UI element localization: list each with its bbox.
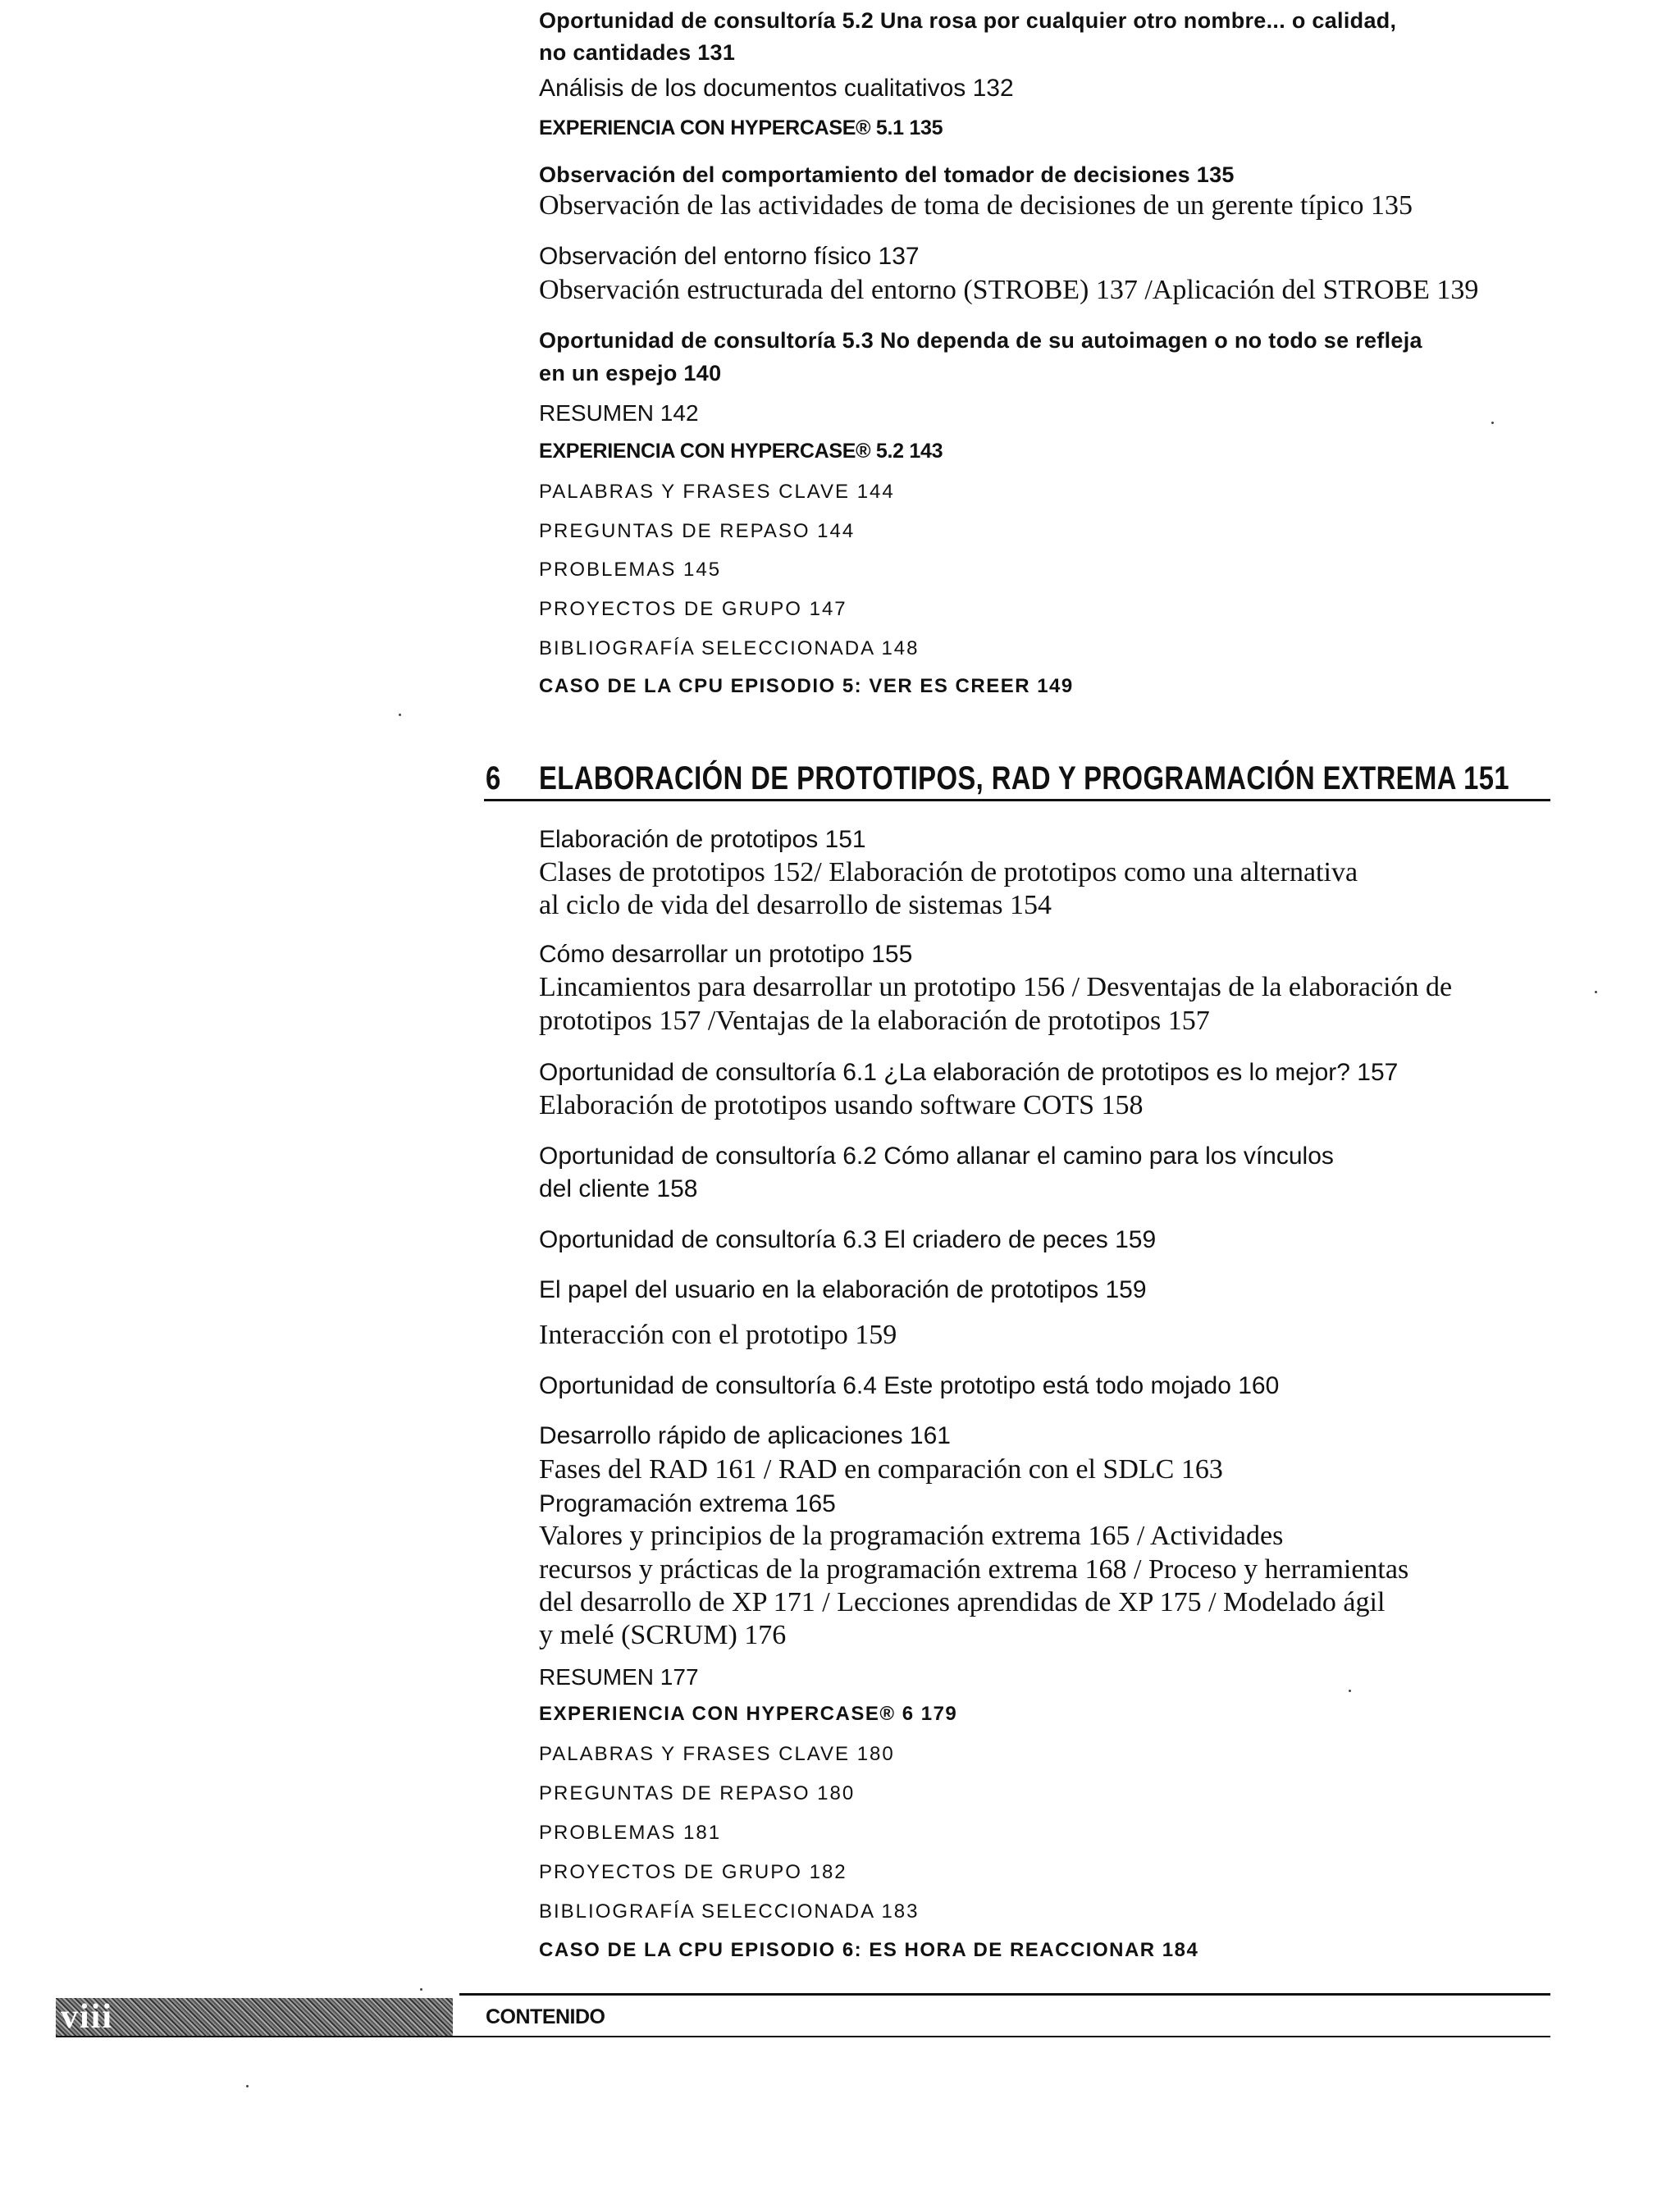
- toc-entry: Oportunidad de consultoría 6.2 Cómo allanar el camino para los vínculos: [539, 1143, 1334, 1170]
- toc-entry: EXPERIENCIA CON HYPERCASE® 5.2 143: [539, 440, 943, 463]
- toc-entry: y melé (SCRUM) 176: [539, 1620, 787, 1650]
- scan-speck: [420, 1988, 422, 1991]
- toc-entry: Programación extrema 165: [539, 1490, 836, 1517]
- toc-entry: Clases de prototipos 152/ Elaboración de prototipos como una alternativa: [539, 857, 1358, 887]
- toc-entry: PROYECTOS DE GRUPO 182: [539, 1861, 847, 1883]
- page-number: viii: [61, 1998, 114, 2036]
- scan-speck: [246, 2085, 249, 2087]
- footer-rule-top: [459, 1993, 1550, 1996]
- toc-entry: El papel del usuario en la elaboración de prototipos 159: [539, 1276, 1147, 1303]
- toc-entry: del desarrollo de XP 171 / Lecciones aprendidas de XP 175 / Modelado ágil: [539, 1587, 1386, 1617]
- toc-entry: del cliente 158: [539, 1175, 698, 1202]
- toc-entry: Desarrollo rápido de aplicaciones 161: [539, 1422, 951, 1449]
- toc-entry: Análisis de los documentos cualitativos 132: [539, 75, 1014, 102]
- toc-entry: PALABRAS Y FRASES CLAVE 180: [539, 1743, 895, 1765]
- toc-entry: Oportunidad de consultoría 5.3 No dependa de su autoimagen o no todo se refleja: [539, 328, 1422, 353]
- toc-entry: prototipos 157 /Ventajas de la elaboración de prototipos 157: [539, 1006, 1210, 1036]
- toc-entry: PREGUNTAS DE REPASO 144: [539, 520, 856, 542]
- toc-entry: recursos y prácticas de la programación extrema 168 / Proceso y herramientas: [539, 1554, 1409, 1585]
- toc-entry: Valores y principios de la programación extrema 165 / Actividades: [539, 1521, 1284, 1551]
- toc-entry: PREGUNTAS DE REPASO 180: [539, 1782, 856, 1804]
- toc-entry: Observación estructurada del entorno (STROBE) 137 /Aplicación del STROBE 139: [539, 275, 1479, 305]
- toc-entry: EXPERIENCIA CON HYPERCASE® 5.1 135: [539, 116, 943, 139]
- toc-entry: no cantidades 131: [539, 40, 736, 65]
- toc-entry: Observación del entorno físico 137: [539, 243, 920, 270]
- toc-entry: Interacción con el prototipo 159: [539, 1320, 897, 1350]
- toc-entry: BIBLIOGRAFÍA SELECCIONADA 183: [539, 1900, 920, 1923]
- toc-entry: RESUMEN 142: [539, 400, 699, 426]
- scan-speck: [1349, 1690, 1351, 1692]
- toc-entry: PALABRAS Y FRASES CLAVE 144: [539, 481, 895, 503]
- toc-entry: Oportunidad de consultoría 6.4 Este prototipo está todo mojado 160: [539, 1372, 1280, 1399]
- toc-entry: BIBLIOGRAFÍA SELECCIONADA 148: [539, 637, 920, 659]
- scan-speck: [1595, 991, 1597, 993]
- toc-entry: Observación de las actividades de toma de decisiones de un gerente típico 135: [539, 190, 1413, 221]
- footer-section-label: CONTENIDO: [486, 2005, 605, 2028]
- toc-entry: Oportunidad de consultoría 6.3 El criadero de peces 159: [539, 1226, 1157, 1253]
- footer-rule-bottom: [56, 2036, 1550, 2037]
- toc-entry: en un espejo 140: [539, 361, 722, 385]
- chapter-rule: [484, 799, 1550, 801]
- toc-entry: PROBLEMAS 145: [539, 559, 722, 581]
- toc-entry: CASO DE LA CPU EPISODIO 6: ES HORA DE REACCIONAR 184: [539, 1939, 1199, 1961]
- chapter-title: ELABORACIÓN DE PROTOTIPOS, RAD Y PROGRAMACIÓN EXTREMA 151: [539, 760, 1510, 796]
- toc-entry: PROYECTOS DE GRUPO 147: [539, 598, 847, 620]
- toc-entry: EXPERIENCIA CON HYPERCASE® 6 179: [539, 1703, 958, 1725]
- page-number-box: [56, 1998, 453, 2036]
- chapter-number: 6: [486, 760, 501, 796]
- toc-entry: Elaboración de prototipos 151: [539, 826, 866, 853]
- toc-entry: al ciclo de vida del desarrollo de sistemas 154: [539, 890, 1052, 920]
- toc-entry: CASO DE LA CPU EPISODIO 5: VER ES CREER 149: [539, 675, 1074, 697]
- toc-entry: Elaboración de prototipos usando software COTS 158: [539, 1090, 1144, 1120]
- toc-entry: PROBLEMAS 181: [539, 1822, 722, 1844]
- toc-entry: Lincamientos para desarrollar un prototipo 156 / Desventajas de la elaboración de: [539, 972, 1453, 1002]
- toc-entry: Cómo desarrollar un prototipo 155: [539, 941, 913, 968]
- toc-entry: Observación del comportamiento del tomador de decisiones 135: [539, 162, 1235, 187]
- toc-entry: Fases del RAD 161 / RAD en comparación con el SDLC 163: [539, 1454, 1223, 1485]
- scan-speck: [399, 714, 401, 716]
- toc-entry: Oportunidad de consultoría 5.2 Una rosa por cualquier otro nombre... o calidad,: [539, 8, 1397, 33]
- toc-entry: RESUMEN 177: [539, 1664, 699, 1690]
- toc-entry: Oportunidad de consultoría 6.1 ¿La elaboración de prototipos es lo mejor? 157: [539, 1059, 1399, 1086]
- scan-speck: [1491, 422, 1494, 424]
